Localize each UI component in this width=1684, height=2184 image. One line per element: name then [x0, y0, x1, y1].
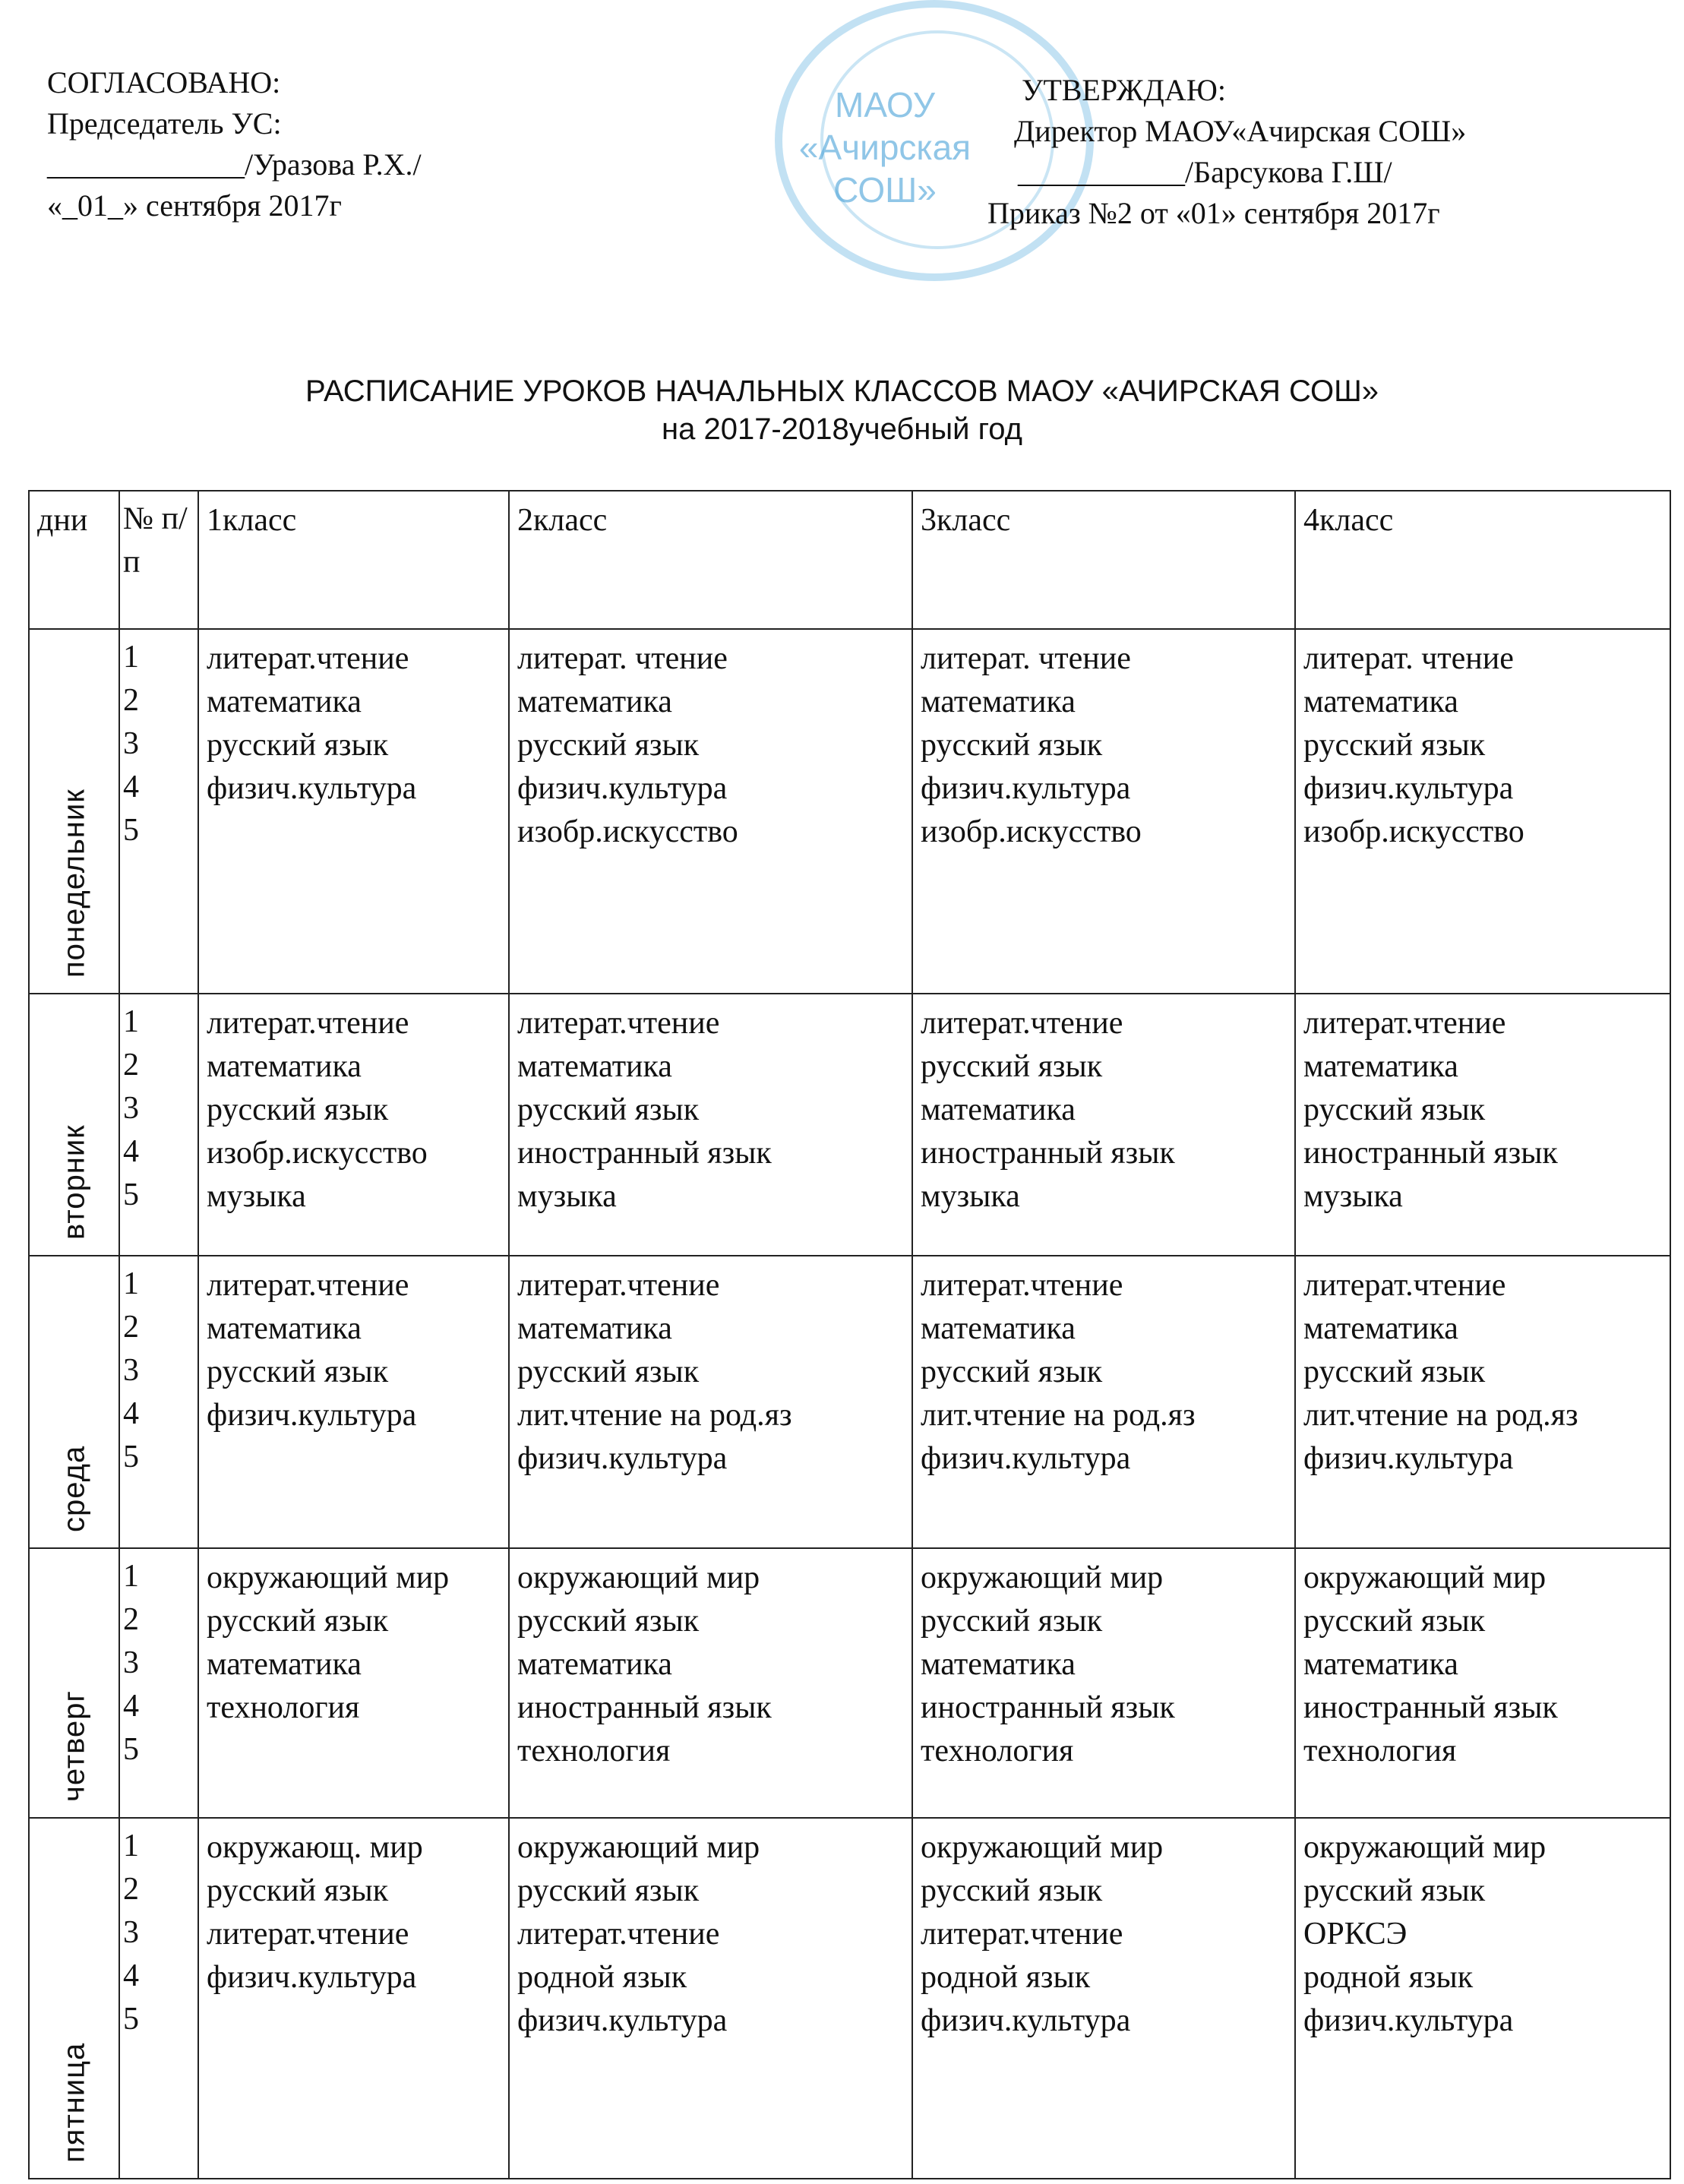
lesson: физич.культура: [921, 2003, 1131, 2038]
approved-role: Директор МАОУ«Ачирская СОШ»: [1014, 114, 1467, 148]
lesson: физич.культура: [921, 1441, 1131, 1476]
lesson: математика: [517, 684, 672, 719]
lesson-numbers: [119, 1256, 198, 1548]
title-sub: на 2017-2018учебный год: [662, 412, 1022, 446]
class-4-lessons: [1295, 1818, 1670, 2179]
lesson: физич.культура: [1303, 2003, 1514, 2038]
lesson: литерат.чтение: [1303, 1006, 1506, 1041]
lesson-number: 2: [123, 1602, 139, 1637]
schedule-table: [28, 490, 1671, 2179]
lesson: математика: [1303, 684, 1458, 719]
lesson: русский язык: [1303, 1092, 1486, 1127]
lesson: литерат.чтение: [1303, 1268, 1506, 1303]
lesson: математика: [921, 1311, 1076, 1346]
header-row: [29, 491, 1670, 629]
lesson: физич.культура: [517, 2003, 728, 2038]
day-row: [29, 1818, 1670, 2179]
class-1-lessons: [198, 1548, 509, 1818]
class-4-lessons: [1295, 994, 1670, 1256]
class-1-lessons: [198, 994, 509, 1256]
lesson: физич.культура: [921, 771, 1131, 806]
lesson: иностранный язык: [517, 1136, 772, 1171]
class-3-lessons: [912, 1818, 1295, 2179]
lesson: родной язык: [1303, 1960, 1474, 1995]
header-class-4: 4класс: [1295, 491, 1670, 629]
day-cell: [29, 1548, 119, 1818]
lesson: литерат.чтение: [517, 1917, 720, 1952]
lesson-number: 1: [123, 1828, 139, 1863]
lesson: физич.культура: [1303, 1441, 1514, 1476]
lesson-number: 3: [123, 726, 139, 761]
lesson-number: 4: [123, 1689, 139, 1724]
lesson: лит.чтение на род.яз: [517, 1398, 792, 1433]
lesson: лит.чтение на род.яз: [921, 1398, 1196, 1433]
day-row: [29, 994, 1670, 1256]
lesson-number: 4: [123, 1958, 139, 1993]
lesson: литерат. чтение: [1303, 641, 1514, 676]
approval-agreed-block: [47, 62, 422, 226]
agreed-date: «_01_» сентября 2017г: [47, 188, 342, 223]
lesson: русский язык: [921, 1604, 1103, 1639]
lesson: технология: [207, 1690, 360, 1725]
lesson: изобр.искусство: [517, 814, 738, 849]
lesson: литерат.чтение: [921, 1917, 1123, 1952]
lesson: родной язык: [517, 1960, 687, 1995]
lesson-number: 5: [123, 1177, 139, 1212]
day-row: [29, 629, 1670, 994]
lesson: литерат.чтение: [921, 1006, 1123, 1041]
lesson: русский язык: [921, 1049, 1103, 1084]
lesson: окружающий мир: [1303, 1560, 1547, 1595]
lesson: русский язык: [1303, 1873, 1486, 1908]
lesson: окружающий мир: [921, 1830, 1164, 1865]
lesson: математика: [921, 1092, 1076, 1127]
day-label: среда: [57, 1445, 90, 1532]
lesson: физич.культура: [517, 1441, 728, 1476]
lesson: русский язык: [207, 1604, 389, 1639]
lesson: физич.культура: [207, 1398, 417, 1433]
lesson: русский язык: [1303, 728, 1486, 763]
lesson: иностранный язык: [921, 1136, 1175, 1171]
approval-approved-block: [987, 70, 1466, 234]
lesson: иностранный язык: [1303, 1136, 1558, 1171]
lesson: русский язык: [207, 728, 389, 763]
lesson: математика: [207, 1311, 362, 1346]
day-label: пятница: [57, 2042, 90, 2163]
class-2-lessons: [509, 1548, 912, 1818]
lesson-number: 3: [123, 1353, 139, 1388]
lesson-number: 1: [123, 1266, 139, 1301]
school-stamp-text: МАОУ «Ачирская СОШ»: [798, 85, 972, 210]
lesson-number: 5: [123, 813, 139, 848]
lesson: технология: [1303, 1734, 1457, 1768]
day-cell: [29, 629, 119, 994]
lesson-number: 1: [123, 1559, 139, 1594]
lesson: ОРКСЭ: [1303, 1917, 1408, 1952]
lesson-numbers: [119, 994, 198, 1256]
lesson: окружающий мир: [1303, 1830, 1547, 1865]
lesson-number: 1: [123, 640, 139, 675]
lesson: русский язык: [921, 1354, 1103, 1389]
class-4-lessons: [1295, 1256, 1670, 1548]
lesson: литерат.чтение: [921, 1268, 1123, 1303]
lesson: музыка: [207, 1179, 306, 1214]
class-3-lessons: [912, 629, 1295, 994]
class-2-lessons: [509, 1256, 912, 1548]
class-3-lessons: [912, 1256, 1295, 1548]
lesson: литерат.чтение: [517, 1006, 720, 1041]
lesson: русский язык: [921, 1873, 1103, 1908]
lesson: окружающий мир: [517, 1560, 760, 1595]
lesson: русский язык: [207, 1092, 389, 1127]
lesson: литерат.чтение: [517, 1268, 720, 1303]
lesson: музыка: [1303, 1179, 1403, 1214]
class-4-lessons: [1295, 629, 1670, 994]
lesson: окружающий мир: [207, 1560, 450, 1595]
lesson: музыка: [517, 1179, 617, 1214]
agreed-title: СОГЛАСОВАНО:: [47, 65, 281, 100]
lesson-number: 2: [123, 683, 139, 718]
lesson: литерат. чтение: [921, 641, 1131, 676]
lesson: литерат.чтение: [207, 641, 409, 676]
lesson-number: 5: [123, 2002, 139, 2037]
class-2-lessons: [509, 629, 912, 994]
lesson: иностранный язык: [1303, 1690, 1558, 1725]
lesson: физич.культура: [517, 771, 728, 806]
lesson: технология: [921, 1734, 1074, 1768]
lesson: лит.чтение на род.яз: [1303, 1398, 1578, 1433]
agreed-role: Председатель УС:: [47, 106, 282, 141]
lesson: физич.культура: [207, 771, 417, 806]
lesson: русский язык: [1303, 1354, 1486, 1389]
lesson: русский язык: [207, 1354, 389, 1389]
lesson: математика: [1303, 1647, 1458, 1682]
lesson-numbers: [119, 629, 198, 994]
lesson: изобр.искусство: [207, 1136, 428, 1171]
lesson-number: 2: [123, 1048, 139, 1083]
lesson-number: 5: [123, 1732, 139, 1767]
lesson: родной язык: [921, 1960, 1091, 1995]
lesson: математика: [517, 1049, 672, 1084]
lesson: математика: [1303, 1311, 1458, 1346]
lesson: математика: [517, 1647, 672, 1682]
class-1-lessons: [198, 1818, 509, 2179]
day-row: [29, 1548, 1670, 1818]
lesson: изобр.искусство: [921, 814, 1142, 849]
lesson: русский язык: [517, 1873, 700, 1908]
class-2-lessons: [509, 994, 912, 1256]
lesson: русский язык: [517, 1604, 700, 1639]
lesson: технология: [517, 1734, 671, 1768]
lesson-number: 4: [123, 770, 139, 804]
class-1-lessons: [198, 629, 509, 994]
lesson: русский язык: [517, 1092, 700, 1127]
day-label: понедельник: [57, 789, 90, 978]
lesson-number: 3: [123, 1091, 139, 1126]
header-days: дни: [29, 491, 119, 629]
lesson: литерат. чтение: [517, 641, 728, 676]
class-4-lessons: [1295, 1548, 1670, 1818]
lesson-number: 2: [123, 1310, 139, 1345]
lesson: русский язык: [517, 1354, 700, 1389]
day-cell: [29, 1256, 119, 1548]
lesson: русский язык: [1303, 1604, 1486, 1639]
lesson: музыка: [921, 1179, 1020, 1214]
class-3-lessons: [912, 994, 1295, 1256]
lesson: математика: [921, 1647, 1076, 1682]
lesson: математика: [207, 1049, 362, 1084]
header-class-1: 1класс: [198, 491, 509, 629]
title-main: РАСПИСАНИЕ УРОКОВ НАЧАЛЬНЫХ КЛАССОВ МАОУ «АЧИРСКАЯ СОШ»: [305, 375, 1379, 408]
lesson: математика: [207, 684, 362, 719]
lesson: математика: [1303, 1049, 1458, 1084]
document-title: [0, 372, 1684, 448]
day-row: [29, 1256, 1670, 1548]
header-class-2: 2класс: [509, 491, 912, 629]
lesson: русский язык: [517, 728, 700, 763]
lesson-numbers: [119, 1818, 198, 2179]
day-cell: [29, 994, 119, 1256]
lesson-number: 1: [123, 1004, 139, 1039]
lesson-number: 4: [123, 1134, 139, 1169]
day-cell: [29, 1818, 119, 2179]
lesson: русский язык: [921, 728, 1103, 763]
lesson: окружающий мир: [517, 1830, 760, 1865]
lesson: математика: [921, 684, 1076, 719]
lesson: окружающий мир: [921, 1560, 1164, 1595]
lesson: математика: [207, 1647, 362, 1682]
lesson-number: 2: [123, 1872, 139, 1907]
lesson: окружающ. мир: [207, 1830, 423, 1865]
agreed-signature-line: _____________/Уразова Р.Х./: [47, 147, 422, 182]
lesson-number: 3: [123, 1645, 139, 1680]
lesson: иностранный язык: [517, 1690, 772, 1725]
header-number: № п/п: [119, 491, 198, 629]
lesson-number: 3: [123, 1915, 139, 1950]
approved-order: Приказ №2 от «01» сентября 2017г: [987, 196, 1440, 230]
lesson-number: 5: [123, 1440, 139, 1474]
day-label: вторник: [57, 1124, 90, 1240]
lesson: литерат.чтение: [207, 1268, 409, 1303]
lesson: математика: [517, 1311, 672, 1346]
lesson: литерат.чтение: [207, 1917, 409, 1952]
day-label: четверг: [57, 1690, 90, 1802]
lesson: изобр.искусство: [1303, 814, 1524, 849]
class-3-lessons: [912, 1548, 1295, 1818]
approved-title: УТВЕРЖДАЮ:: [1022, 73, 1226, 107]
class-1-lessons: [198, 1256, 509, 1548]
lesson: физич.культура: [207, 1960, 417, 1995]
lesson-numbers: [119, 1548, 198, 1818]
header-class-3: 3класс: [912, 491, 1295, 629]
lesson: русский язык: [207, 1873, 389, 1908]
approved-signature-line: ___________/Барсукова Г.Ш/: [1018, 155, 1392, 189]
lesson-number: 4: [123, 1396, 139, 1431]
lesson: физич.культура: [1303, 771, 1514, 806]
class-2-lessons: [509, 1818, 912, 2179]
lesson: литерат.чтение: [207, 1006, 409, 1041]
lesson: иностранный язык: [921, 1690, 1175, 1725]
